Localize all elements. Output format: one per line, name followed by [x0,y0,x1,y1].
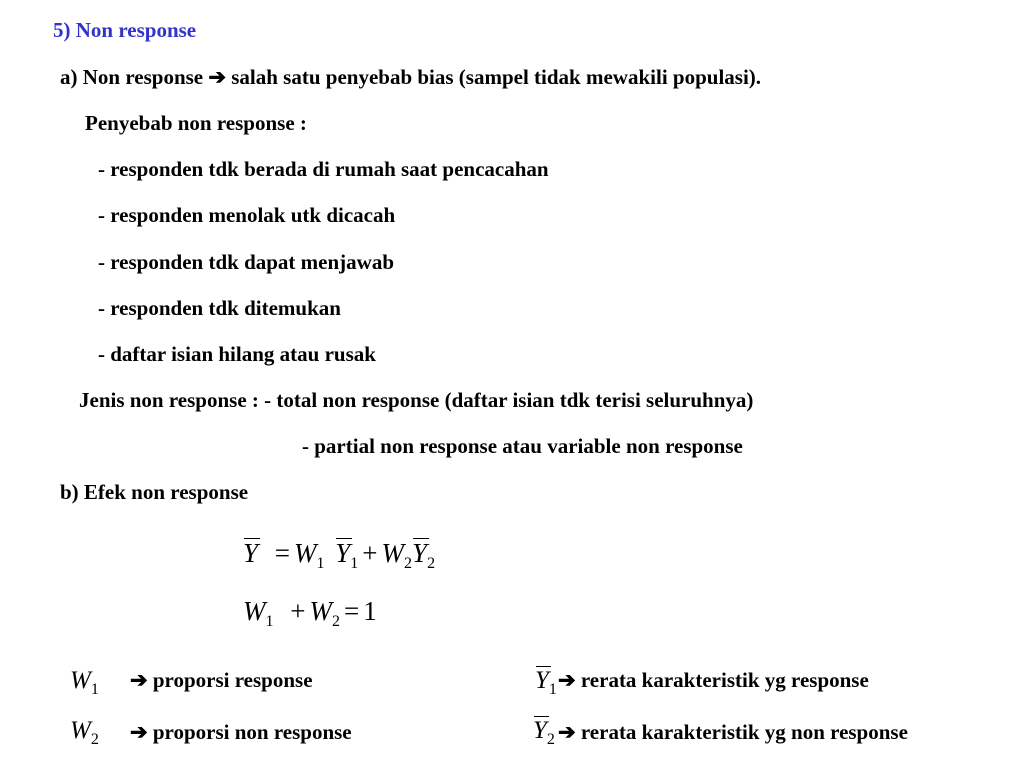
legend-y2-text: rerata karakteristik yg non response [580,720,908,744]
section-a-heading [60,67,761,88]
w2-symbol: W [381,538,405,568]
w2-subscript: 2 [90,731,99,748]
right-arrow-icon: ➔ [208,65,226,89]
slide-title: 5) Non response [53,18,197,42]
right-arrow-icon: ➔ [558,720,576,744]
cause-item: - daftar isian hilang atau rusak [98,342,376,366]
cause-item: - responden tdk berada di rumah saat pencacahan [98,157,549,181]
legend-y1-description [558,670,869,691]
causes-heading: Penyebab non response : [85,111,307,135]
equals-sign: = [343,596,360,626]
cause-item: - responden menolak utk dicacah [98,203,396,227]
y2-bar-symbol: Y [412,538,428,568]
legend-y1-text: rerata karakteristik yg response [580,668,869,692]
legend-w2-symbol [70,718,99,748]
y1-subscript: 1 [350,555,359,572]
legend-w1-description [130,670,313,691]
types-line-1: Jenis non response : - total non response (daftar isian tdk terisi seluruhnya) [79,388,754,412]
legend-w2-text: proporsi non response [152,720,352,744]
y2-subscript: 2 [546,731,555,748]
legend-y2-description [558,722,908,743]
legend-w1-symbol [70,668,99,698]
y1-bar-symbol: Y [335,538,351,568]
section-a-heading-pre: a) Non response [60,65,204,89]
right-arrow-icon: ➔ [558,668,576,692]
legend-y2-symbol [533,718,555,748]
equals-sign: = [274,538,291,568]
y1-bar-symbol: Y [535,667,549,694]
w1-symbol: W [70,667,91,694]
w2-subscript: 2 [404,555,413,572]
cause-item: - responden tdk ditemukan [98,296,341,320]
legend-y1-symbol [535,668,557,698]
w1-subscript: 1 [316,555,325,572]
w2-symbol: W [70,717,91,744]
y2-bar-symbol: Y [533,717,547,744]
equation-weighted-mean [243,540,435,572]
section-b-heading: b) Efek non response [60,480,249,504]
y2-subscript: 2 [427,555,436,572]
legend-w1-text: proporsi response [152,668,313,692]
right-arrow-icon: ➔ [130,720,148,744]
section-a-heading-post: salah satu penyebab bias (sampel tidak mewakili populasi). [231,65,762,89]
plus-sign: + [290,596,306,626]
types-line-2: - partial non response atau variable non response [302,434,743,458]
y-bar-symbol: Y [243,538,259,568]
w2-symbol: W [309,596,332,626]
w2-subscript: 2 [331,613,340,630]
w1-symbol: W [243,596,266,626]
legend-w2-description [130,722,352,743]
w1-symbol: W [294,538,317,568]
w1-subscript: 1 [265,613,274,630]
plus-sign: + [362,538,378,568]
cause-item: - responden tdk dapat menjawab [98,250,394,274]
w1-subscript: 1 [90,681,99,698]
one-value: 1 [363,596,377,626]
equation-weights-sum [243,598,377,630]
y1-subscript: 1 [548,681,557,698]
right-arrow-icon: ➔ [130,668,148,692]
